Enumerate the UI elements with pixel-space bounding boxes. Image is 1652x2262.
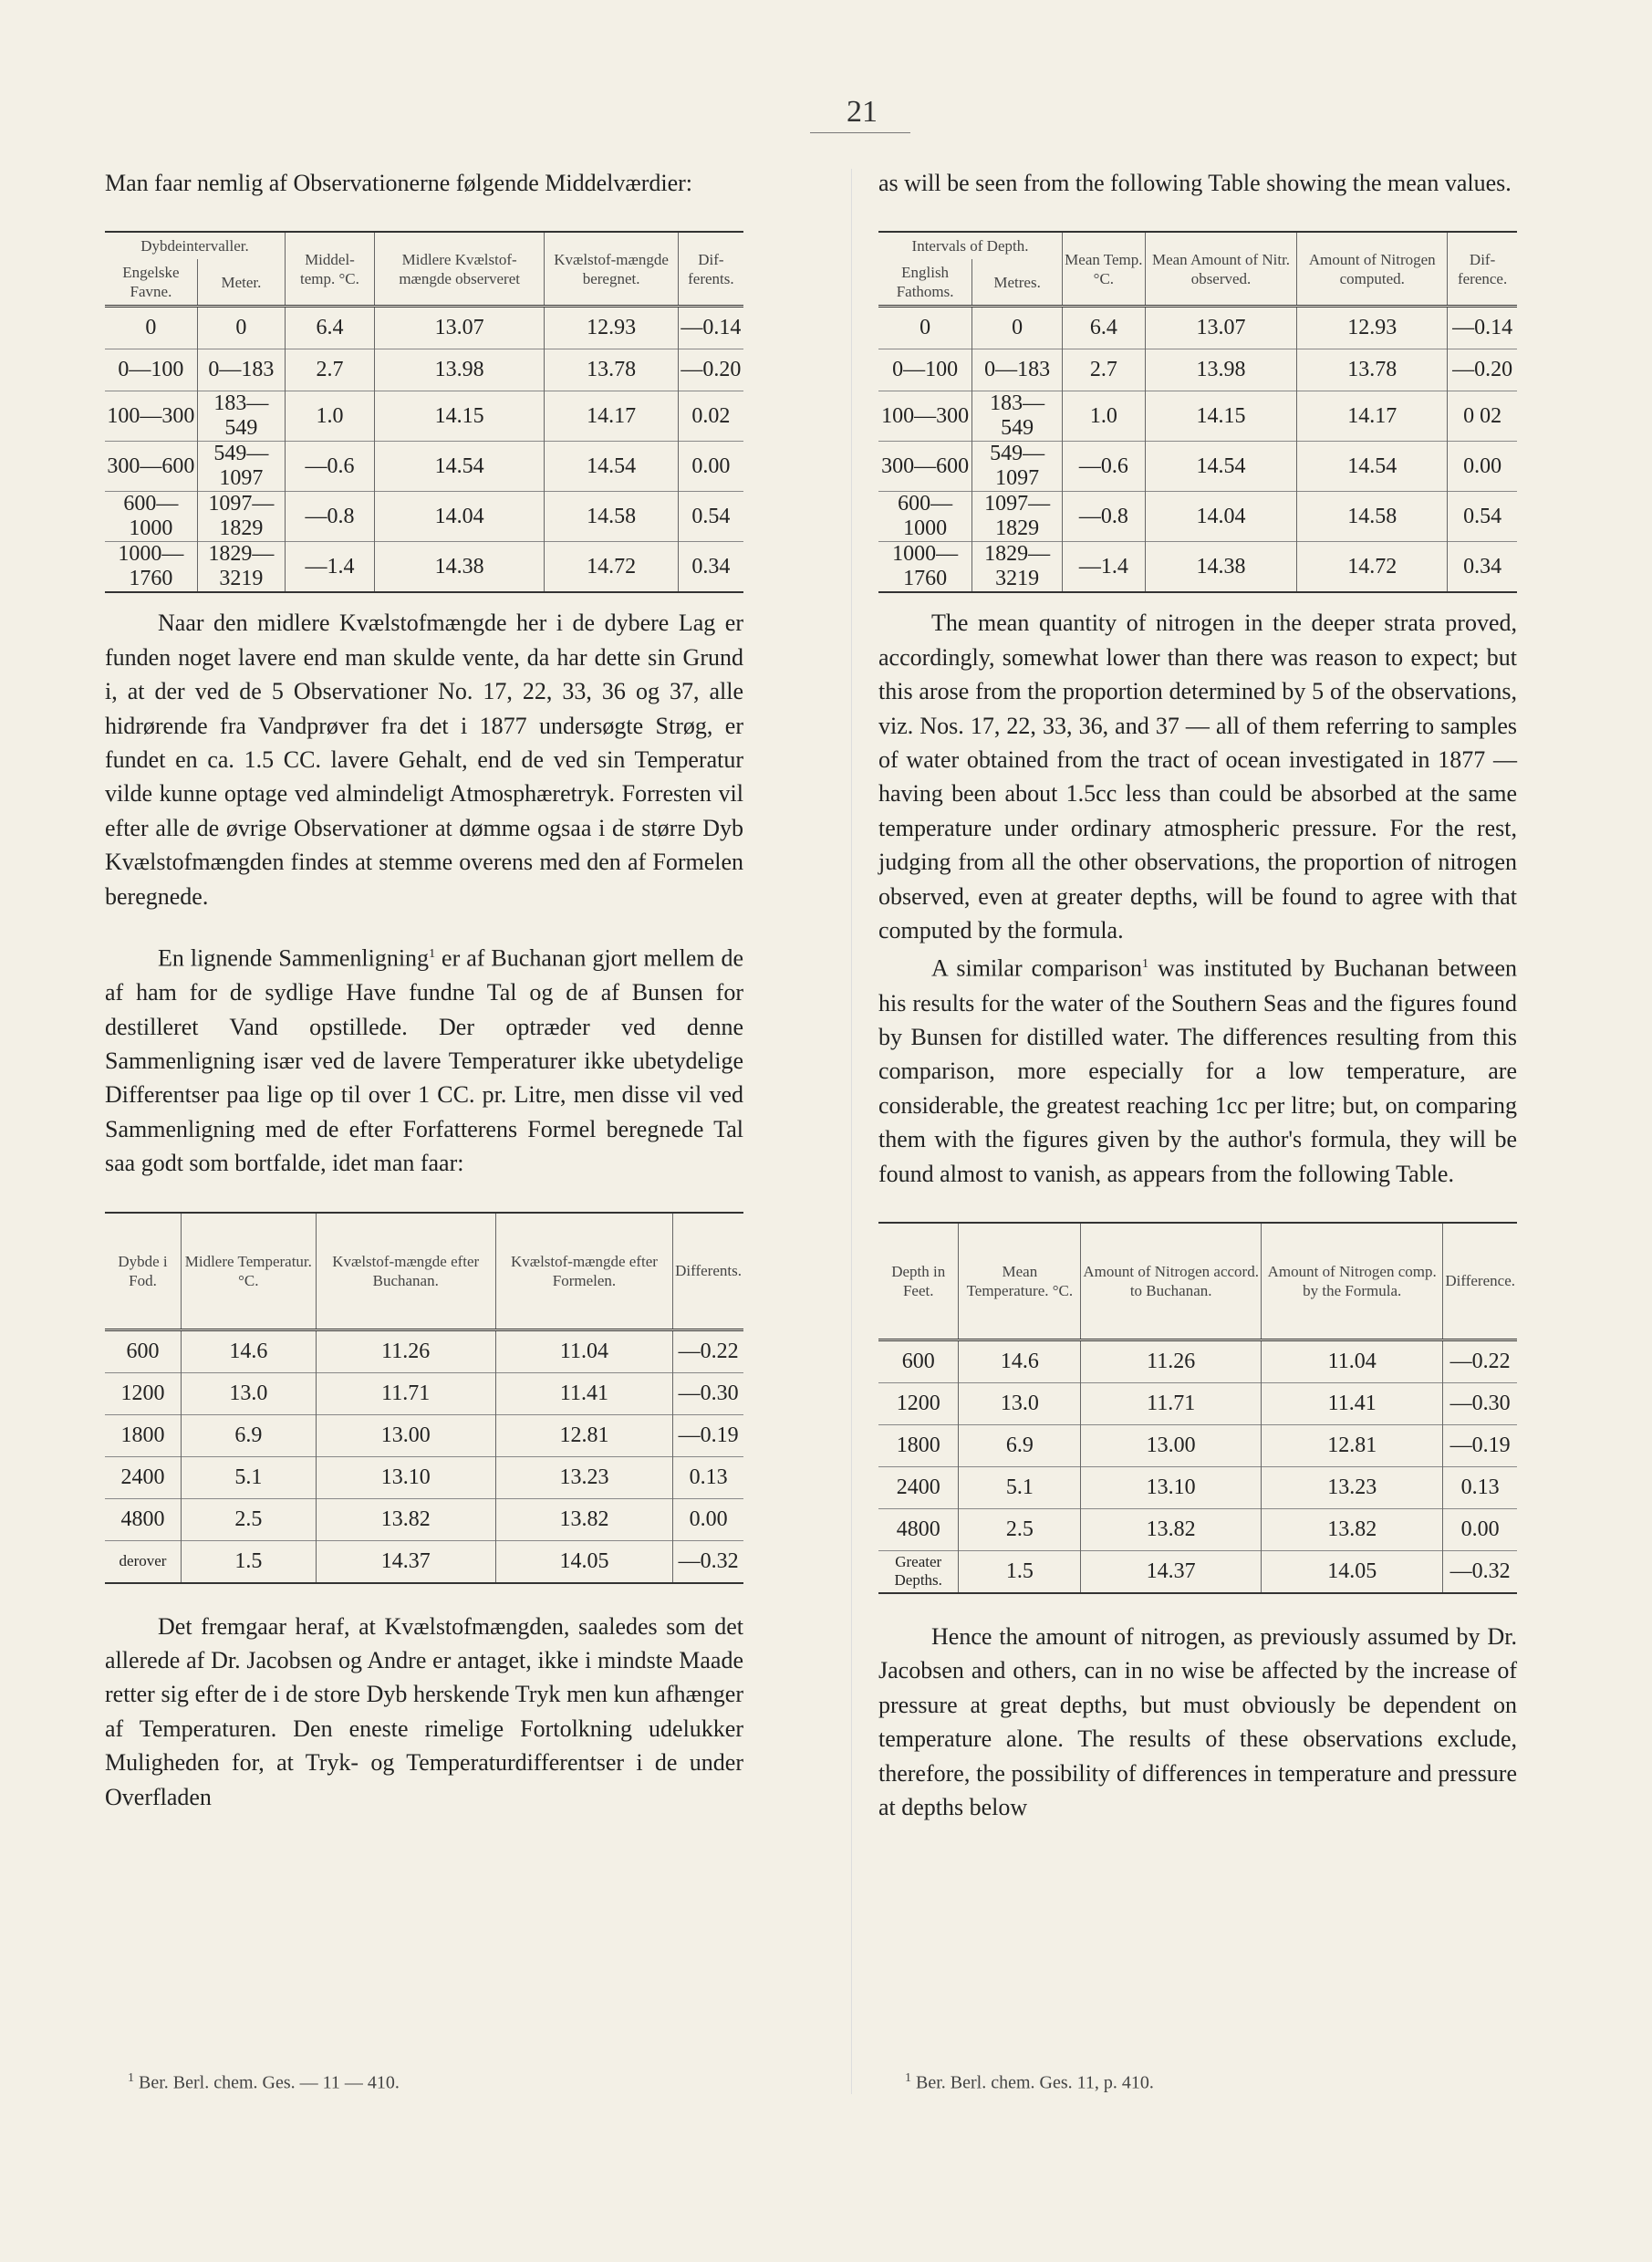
table-cell: 4800	[878, 1508, 959, 1550]
table-cell: 549—1097	[972, 442, 1063, 492]
table-cell: 0	[105, 307, 197, 349]
danish-paragraph-1: Naar den midlere Kvælstofmængde her i de dybere Lag er funden noget lavere end man skulde vente, da har dette sin Grund i, at der ved de 5 Observationer No. 17, 22, 33, 36 og 37, alle hidrørende fra Vandprøver fra det i 1877 undersøgte Strøg, er fundet en ca. 1.5 CC. lavere Gehalt, end de ved sin Temperatur vilde kunne optage ved almindeligt Atmosphæretryk. Forresten vil efter alle de øvrige Observationer at dømme ogsaa i de større Dyb Kvælstofmængden findes at stemme overens med den af Formelen beregnede.	[105, 610, 743, 910]
column-header: Differents.	[673, 1213, 743, 1330]
table-cell: 0.13	[673, 1456, 743, 1498]
table-cell: 0—100	[878, 349, 972, 391]
table-cell: 12.93	[545, 307, 678, 349]
table-cell: 1.0	[285, 391, 374, 442]
table-cell: 1.0	[1063, 391, 1146, 442]
table-row	[105, 1498, 743, 1540]
table-cell: 14.6	[182, 1329, 317, 1372]
table-cell: —0.20	[678, 349, 743, 391]
table-cell: —0.22	[673, 1329, 743, 1372]
table-row	[878, 1550, 1517, 1593]
table-cell: 2400	[105, 1456, 182, 1498]
table-cell: 0.34	[1448, 542, 1517, 593]
table-cell: 1200	[105, 1372, 182, 1414]
danish-intro: Man faar nemlig af Observationerne følgende Middelværdier:	[105, 170, 692, 196]
table-row	[105, 1414, 743, 1456]
table-cell: —0.19	[1443, 1424, 1517, 1466]
table-cell: —0.22	[1443, 1339, 1517, 1382]
table-cell: 13.78	[545, 349, 678, 391]
table-cell: —0.6	[1063, 442, 1146, 492]
table-cell: 100—300	[105, 391, 197, 442]
table-cell: 14.54	[545, 442, 678, 492]
english-buchanan-table	[878, 1222, 1517, 1594]
table-cell: —0.30	[673, 1372, 743, 1414]
column-divider	[851, 169, 852, 2094]
table-cell: —0.30	[1443, 1382, 1517, 1424]
table-row	[878, 1466, 1517, 1508]
table-cell: 300—600	[105, 442, 197, 492]
table-cell: 0.34	[678, 542, 743, 593]
danish-mean-values-table	[105, 231, 743, 593]
table-cell: 1097—1829	[197, 492, 285, 542]
table-cell: 14.72	[545, 542, 678, 593]
english-paragraph-1: The mean quantity of nitrogen in the deeper strata proved, accordingly, somewhat lower than there was reason to expect; but this arose from the proportion determined by 5 of the observations, viz. Nos. 17, 22, 33, 36, and 37 — all of them referring to samples of water obtained from the tract of ocean investigated in 1877 — having been about 1.5cc less than could be absorbed at the same temperature under ordinary atmospheric pressure. For the rest, judging from all the other observations, the proportion of nitrogen observed, even at greater depths, will be found to agree with that computed by the formula.	[878, 610, 1517, 944]
table-cell: 1829—3219	[197, 542, 285, 593]
table-cell: 14.6	[959, 1339, 1081, 1382]
table-cell: 12.81	[495, 1414, 672, 1456]
table-cell: —0.32	[673, 1540, 743, 1583]
table-cell: 183—549	[197, 391, 285, 442]
paragraph-text: was instituted by Buchanan between his results for the water of the Southern Seas and the figures found by Bunsen for distilled water. The differences resulting from this comparison, more especially for a low temperature, are considerable, the greatest reaching 1cc per litre; but, on comparing them with the figures given by the author's formula, they will be found almost to vanish, as appears from the following Table.	[878, 955, 1518, 1187]
table-cell: 300—600	[878, 442, 972, 492]
table-cell: 6.9	[959, 1424, 1081, 1466]
table-cell: 14.38	[374, 542, 544, 593]
table-cell: 0.13	[1443, 1466, 1517, 1508]
table-cell: 11.26	[1081, 1339, 1262, 1382]
table-cell: 5.1	[182, 1456, 317, 1498]
table-cell: —1.4	[285, 542, 374, 593]
table-cell: 13.82	[495, 1498, 672, 1540]
table-cell: 0 02	[1448, 391, 1517, 442]
table-cell: 13.23	[495, 1456, 672, 1498]
table-cell: 11.04	[495, 1329, 672, 1372]
table-cell: 13.98	[374, 349, 544, 391]
table-cell: 0	[878, 307, 972, 349]
column-header: Kvælstof-mængde efter Buchanan.	[316, 1213, 495, 1330]
table-cell: 13.82	[1081, 1508, 1262, 1550]
table-cell: 1800	[878, 1424, 959, 1466]
table-cell: 11.26	[316, 1329, 495, 1372]
table-cell: —0.20	[1448, 349, 1517, 391]
english-paragraph-3: Hence the amount of nitrogen, as previously assumed by Dr. Jacobsen and others, can in no wise be affected by the increase of pressure at great depths, but must obviously be dependent on temperature alone. The results of these observations exclude, therefore, the possibility of differences in temperature and pressure at depths below	[878, 1622, 1517, 1820]
column-header: Metres.	[972, 259, 1063, 307]
danish-paragraph-3: Det fremgaar heraf, at Kvælstofmængden, saaledes som det allerede af Dr. Jacobsen og Andre er antaget, ikke i mindste Maade retter sig efter de i de store Dyb herskende Tryk men kun afhænger af Temperaturen. Den eneste rimelige Fortolkning udelukker Muligheden for, at Tryk- og Temperaturdifferentser i de under Overfladen	[105, 1612, 743, 1810]
column-header: Amount of Nitrogen computed.	[1297, 232, 1448, 307]
column-header: Kvælstof-mængde efter Formelen.	[495, 1213, 672, 1330]
table-cell: 549—1097	[197, 442, 285, 492]
table-cell: 13.0	[182, 1372, 317, 1414]
table-cell: 14.15	[374, 391, 544, 442]
table-cell: derover	[105, 1540, 182, 1583]
table-cell: 0.54	[1448, 492, 1517, 542]
table-cell: 2.5	[959, 1508, 1081, 1550]
column-header: Middel-temp. °C.	[285, 232, 374, 307]
table-cell: 13.78	[1297, 349, 1448, 391]
table-cell: 14.72	[1297, 542, 1448, 593]
table-cell: 0.00	[678, 442, 743, 492]
table-cell: 2400	[878, 1466, 959, 1508]
table-cell: 14.17	[1297, 391, 1448, 442]
table-cell: 0.00	[1448, 442, 1517, 492]
table-row	[105, 542, 743, 593]
column-header: Mean Amount of Nitr. observed.	[1145, 232, 1297, 307]
table-cell: 0	[972, 307, 1063, 349]
paragraph-text: A similar comparison	[931, 955, 1142, 983]
table-row	[105, 1372, 743, 1414]
table-cell: 13.23	[1262, 1466, 1443, 1508]
table-cell: 0—183	[197, 349, 285, 391]
table-cell: —0.32	[1443, 1550, 1517, 1593]
english-footnote	[905, 2071, 1154, 2094]
english-paragraph-2	[878, 947, 1517, 1191]
table-cell: Greater Depths.	[878, 1550, 959, 1593]
table-row	[105, 1540, 743, 1583]
table-row	[105, 391, 743, 442]
column-header: Amount of Nitrogen accord. to Buchanan.	[1081, 1223, 1262, 1340]
column-header: Meter.	[197, 259, 285, 307]
table-row	[878, 1339, 1517, 1382]
table-row	[105, 307, 743, 349]
table-row	[878, 1424, 1517, 1466]
table-row	[105, 349, 743, 391]
table-cell: 2.7	[1063, 349, 1146, 391]
footnote-marker: 1	[429, 947, 436, 962]
column-header: Mean Temp. °C.	[1063, 232, 1146, 307]
table-cell: 1000—1760	[105, 542, 197, 593]
footnote-marker: 1	[128, 2071, 134, 2085]
table-cell: 5.1	[959, 1466, 1081, 1508]
table-cell: 0.00	[673, 1498, 743, 1540]
table-cell: 13.07	[374, 307, 544, 349]
table-cell: 600	[105, 1329, 182, 1372]
table-cell: 14.54	[1297, 442, 1448, 492]
footnote-text: Ber. Berl. chem. Ges. — 11 — 410.	[139, 2072, 400, 2093]
table-row	[878, 442, 1517, 492]
table-cell: —1.4	[1063, 542, 1146, 593]
table-cell: 11.41	[1262, 1382, 1443, 1424]
column-header: Amount of Nitrogen comp. by the Formula.	[1262, 1223, 1443, 1340]
column-header: Depth in Feet.	[878, 1223, 959, 1340]
table-cell: 600—1000	[105, 492, 197, 542]
footnote-marker: 1	[905, 2071, 911, 2085]
english-intro: as will be seen from the following Table showing the mean values.	[878, 170, 1512, 196]
column-header: Engelske Favne.	[122, 264, 180, 301]
table-cell: —0.14	[678, 307, 743, 349]
column-header: Dybde i Fod.	[105, 1213, 182, 1330]
table-row	[878, 542, 1517, 593]
table-cell: 14.54	[374, 442, 544, 492]
table-cell: 14.58	[1297, 492, 1448, 542]
table-cell: 0—100	[105, 349, 197, 391]
table-cell: 4800	[105, 1498, 182, 1540]
column-header: Kvælstof-mængde beregnet.	[545, 232, 678, 307]
table-cell: 14.58	[545, 492, 678, 542]
table-cell: 1000—1760	[878, 542, 972, 593]
table-cell: 2.5	[182, 1498, 317, 1540]
table-cell: 11.41	[495, 1372, 672, 1414]
table-cell: 2.7	[285, 349, 374, 391]
page-number-rule	[810, 132, 910, 133]
table-cell: 183—549	[972, 391, 1063, 442]
table-cell: —0.6	[285, 442, 374, 492]
paragraph-text: er af Buchanan gjort mellem de af ham for de sydlige Have fundne Tal og de af Bunsen for destilleret Vand opstillede. Der optræder ved denne Sammenligning især ved de lavere Temperaturer ikke ubetydelige Differentser paa lige op til over 1 CC. pr. Litre, men disse vil ved Sammenligning med de efter Forfatterens Formel beregnede Tal saa godt som bortfalde, idet man faar:	[105, 944, 743, 1177]
table-cell: 13.00	[1081, 1424, 1262, 1466]
table-cell: 600—1000	[878, 492, 972, 542]
table-cell: 14.04	[1145, 492, 1297, 542]
table-cell: 14.17	[545, 391, 678, 442]
column-header: Mean Temperature. °C.	[959, 1223, 1081, 1340]
table-cell: —0.19	[673, 1414, 743, 1456]
table-row	[878, 1508, 1517, 1550]
footnote-text: Ber. Berl. chem. Ges. 11, p. 410.	[916, 2072, 1154, 2093]
table-cell: 0.02	[678, 391, 743, 442]
table-row	[878, 391, 1517, 442]
table-cell: 14.04	[374, 492, 544, 542]
table-cell: 14.15	[1145, 391, 1297, 442]
column-header: Dif-ference.	[1448, 232, 1517, 307]
table-cell: 0.54	[678, 492, 743, 542]
table-cell: 13.0	[959, 1382, 1081, 1424]
page-number: 21	[847, 95, 878, 129]
table-cell: 14.37	[1081, 1550, 1262, 1593]
table-cell: 13.10	[1081, 1466, 1262, 1508]
table-cell: —0.14	[1448, 307, 1517, 349]
table-cell: 6.4	[1063, 307, 1146, 349]
table-cell: 13.00	[316, 1414, 495, 1456]
danish-column	[105, 166, 743, 1814]
english-column	[878, 166, 1517, 1824]
paragraph-text: En lignende Sammenligning	[158, 944, 430, 972]
table-cell: 13.98	[1145, 349, 1297, 391]
table-cell: 14.54	[1145, 442, 1297, 492]
table-cell: 1200	[878, 1382, 959, 1424]
table-group-header: Dybdeintervaller.	[105, 232, 285, 259]
danish-footnote	[128, 2071, 400, 2094]
table-cell: 14.38	[1145, 542, 1297, 593]
table-cell: 11.04	[1262, 1339, 1443, 1382]
table-cell: 12.93	[1297, 307, 1448, 349]
table-cell: 11.71	[1081, 1382, 1262, 1424]
table-cell: 12.81	[1262, 1424, 1443, 1466]
table-row	[105, 1329, 743, 1372]
table-cell: 14.05	[495, 1540, 672, 1583]
table-cell: 1829—3219	[972, 542, 1063, 593]
table-row	[878, 492, 1517, 542]
table-cell: 1.5	[959, 1550, 1081, 1593]
table-cell: 1800	[105, 1414, 182, 1456]
column-header: Midlere Kvælstof-mængde observeret	[374, 232, 544, 307]
table-cell: 13.82	[316, 1498, 495, 1540]
table-cell: —0.8	[1063, 492, 1146, 542]
column-header: English Fathoms.	[896, 264, 954, 301]
column-header: Difference.	[1443, 1223, 1517, 1340]
table-cell: 11.71	[316, 1372, 495, 1414]
table-cell: 0—183	[972, 349, 1063, 391]
table-cell: 1097—1829	[972, 492, 1063, 542]
column-header: Dif-ferents.	[678, 232, 743, 307]
english-mean-values-table	[878, 231, 1517, 593]
table-cell: 0.00	[1443, 1508, 1517, 1550]
table-cell: 13.10	[316, 1456, 495, 1498]
table-cell: 6.4	[285, 307, 374, 349]
danish-paragraph-2	[105, 937, 743, 1181]
table-cell: 14.05	[1262, 1550, 1443, 1593]
table-cell: 14.37	[316, 1540, 495, 1583]
footnote-marker: 1	[1141, 957, 1148, 972]
table-row	[105, 492, 743, 542]
table-cell: 13.07	[1145, 307, 1297, 349]
table-cell: —0.8	[285, 492, 374, 542]
table-cell: 600	[878, 1339, 959, 1382]
table-row	[878, 1382, 1517, 1424]
table-cell: 6.9	[182, 1414, 317, 1456]
table-cell: 100—300	[878, 391, 972, 442]
table-cell: 13.82	[1262, 1508, 1443, 1550]
table-group-header: Intervals of Depth.	[878, 232, 1063, 259]
table-row	[878, 349, 1517, 391]
table-row	[105, 1456, 743, 1498]
table-row	[878, 307, 1517, 349]
table-cell: 0	[197, 307, 285, 349]
column-header: Midlere Temperatur. °C.	[182, 1213, 317, 1330]
table-row	[105, 442, 743, 492]
table-cell: 1.5	[182, 1540, 317, 1583]
danish-buchanan-table	[105, 1212, 743, 1584]
